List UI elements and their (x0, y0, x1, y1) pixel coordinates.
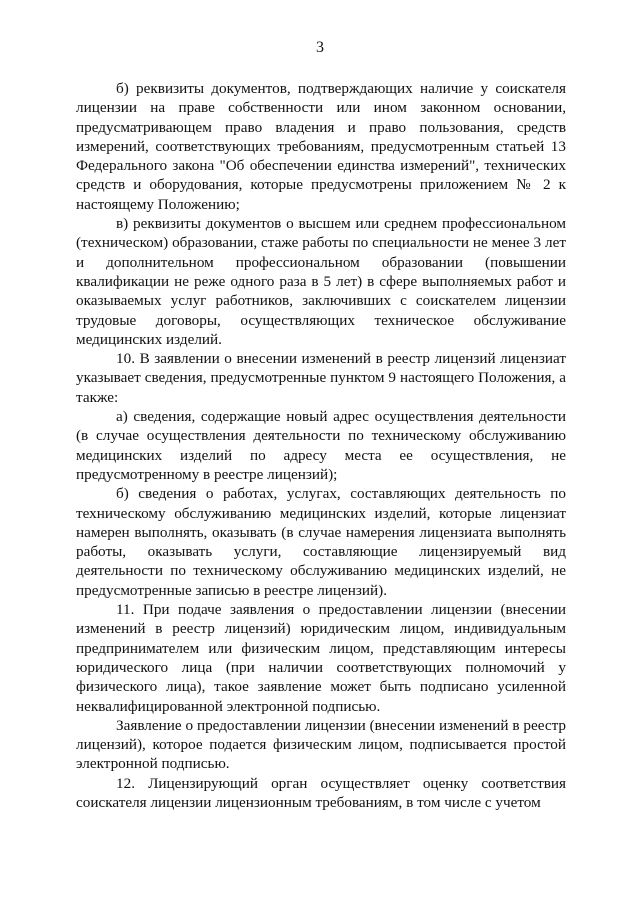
paragraph-a-new-address: а) сведения, содержащие новый адрес осуществления деятельности (в случае осуществления деятельности по техническому обслуживанию медицинских изделий по адресу места ее осуществления, не предусмотренному в реестре лицензий); (76, 408, 566, 483)
paragraph-b-equipment-documents: б) реквизиты документов, подтверждающих наличие у соискателя лицензии на праве собственности или ином законном основании, предусматривающем право владения и право пользования, средств измерений, соответствующих требованиям, предусмотренным статьей 13 Федерального закона "Об обеспечении единства измерений", технических средств и оборудования, которые предусмотрены приложением № 2 к настоящему Положению; (76, 80, 566, 213)
paragraph-12-compliance-assessment: 12. Лицензирующий орган осуществляет оценку соответствия соискателя лицензии лицензионным требованиям, в том числе с учетом (76, 774, 566, 811)
paragraph-11-electronic-signature: 11. При подаче заявления о предоставлении лицензии (внесении изменений в реестр лицензий) юридическим лицом, индивидуальным предпринимателем или физическим лицом, представляющим интересы юридического лица (при наличии соответствующих полномочий у физического лица), такое заявление может быть подписано усиленной неквалифицированной электронной подписью. (76, 601, 566, 715)
paragraph-10-registry-changes: 10. В заявлении о внесении изменений в реестр лицензий лицензиат указывает сведения, предусмотренные пунктом 9 настоящего Положения, а также: (76, 350, 566, 406)
document-body (76, 79, 566, 812)
page-number: 3 (316, 39, 324, 56)
paragraph-b-works-services: б) сведения о работах, услугах, составляющих деятельность по техническому обслуживанию медицинских изделий, которые лицензиат намерен выполнять, оказывать (в случае намерения лицензиата выполнять работы, оказывать услуги, составляющие лицензируемый вид деятельности по техническому обслуживанию медицинских изделий, не предусмотренные записью в реестре лицензий). (76, 485, 566, 599)
paragraph-individual-signature: Заявление о предоставлении лицензии (внесении изменений в реестр лицензий), которое подается физическим лицом, подписывается простой электронной подписью. (76, 716, 566, 773)
paragraph-v-education-documents: в) реквизиты документов о высшем или среднем профессиональном (техническом) образовании, стаже работы по специальности не менее 3 лет и дополнительном профессиональном образовании (повышении квалификации не реже одного раза в 5 лет) в сфере выполняемых работ и оказываемых услуг работников, заключивших с соискателем лицензии трудовые договоры, осуществляющих техническое обслуживание медицинских изделий. (76, 215, 566, 348)
